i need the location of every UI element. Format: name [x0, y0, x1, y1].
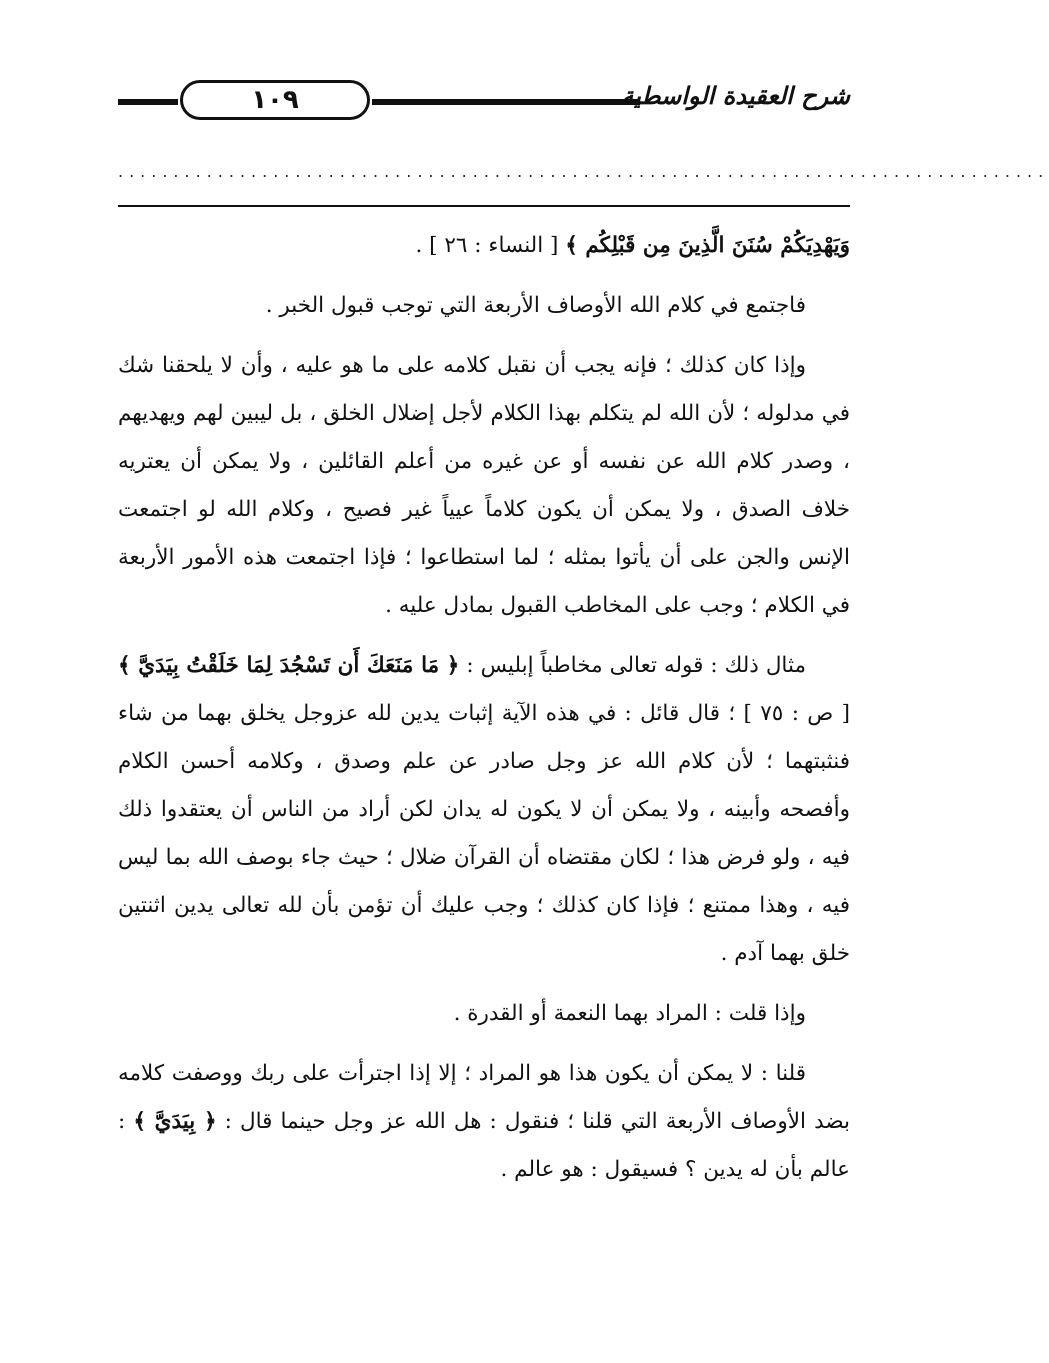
paragraph-text: وإذا قلت : المراد بهما النعمة أو القدرة . [453, 1001, 806, 1026]
quran-verse: ﴿ بِيَدَيَّ ﴾ [133, 1109, 217, 1134]
paragraph-text: [ النساء : ٢٦ ] . [415, 233, 566, 258]
paragraph-2 [118, 282, 850, 330]
paragraph-text: وإذا كان كذلك ؛ فإنه يجب أن نقبل كلامه على ما هو عليه ، وأن لا يلحقنا شك في مدلوله ؛ لأن الله لم يتكلم بهذا الكلام لأجل إضلال الخلق ، بل ليبين لهم ويهديهم ، وصدر كلام الله عن نفسه أو عن غيره من أعلم القائلين ، ولا يمكن أن يعتريه خلاف الصدق ، ولا يمكن أن يكون كلاماً عيياً غير فصيح ، وكلام الله لو اجتمعت الإنس والجن على أن يأتوا بمثله ؛ لما استطاعوا ؛ فإذا اجتمعت هذه الأمور الأربعة في الكلام ؛ وجب على المخاطب القبول بمادل عليه . [118, 353, 850, 618]
dotted-separator: .................................................................................... [118, 162, 1049, 181]
horizontal-rule [118, 205, 850, 207]
quran-verse: ﴿ مَا مَنَعَكَ أَن تَسْجُدَ لِمَا خَلَقْتُ بِيَدَيَّ ﴾ [118, 653, 460, 678]
paragraph-4 [118, 642, 850, 978]
paragraph-text: فاجتمع في كلام الله الأوصاف الأربعة التي توجب قبول الخبر . [265, 293, 806, 318]
paragraph-6 [118, 1050, 850, 1194]
paragraph-lead: قلنا : لا يمكن أن يكون هذا هو المراد ؛ إلا إذا اجترأت على ربك ووصفت كلامه بضد الأوصاف الأربعة التي قلنا ؛ فنقول : هل الله عز وجل حينما قال : [118, 1061, 850, 1134]
paragraph-lead: مثال ذلك : قوله تعالى مخاطباً إبليس : [459, 653, 806, 678]
paragraph-text: [ ص : ٧٥ ] ؛ قال قائل : في هذه الآية إثبات يدين لله عزوجل يخلق بهما من شاء فنثبتهما ؛ لأن كلام الله عز وجل صادر عن علم وصدق ، وكلامه أحسن الكلام وأفصحه وأبينه ، ولا يمكن أن لا يكون له يدان لكن أراد من الناس أن يعتقدوا ذلك فيه ، ولو فرض هذا ؛ لكان مقتضاه أن القرآن ضلال ؛ حيث جاء بوصف الله بما ليس فيه ، وهذا ممتنع ؛ فإذا كان كذلك ؛ وجب عليك أن تؤمن بأن لله تعالى يدين اثنتين خلق بهما آدم . [118, 701, 850, 966]
paragraph-text: : عالم بأن له يدين ؟ فسيقول : هو عالم . [118, 1109, 850, 1182]
header-rule-right [372, 99, 640, 105]
page-body [118, 222, 850, 1206]
paragraph-1 [118, 222, 850, 270]
book-title: شرح العقيدة الواسطية [621, 82, 850, 110]
header-rule-left [118, 99, 178, 105]
paragraph-3 [118, 342, 850, 630]
page-header [118, 80, 850, 124]
paragraph-5 [118, 990, 850, 1038]
quran-verse: وَيَهْدِيَكُمْ سُنَنَ الَّذِينَ مِن قَبْلِكُم ﴾ [565, 233, 850, 258]
page-number: ١٠٩ [180, 80, 370, 120]
